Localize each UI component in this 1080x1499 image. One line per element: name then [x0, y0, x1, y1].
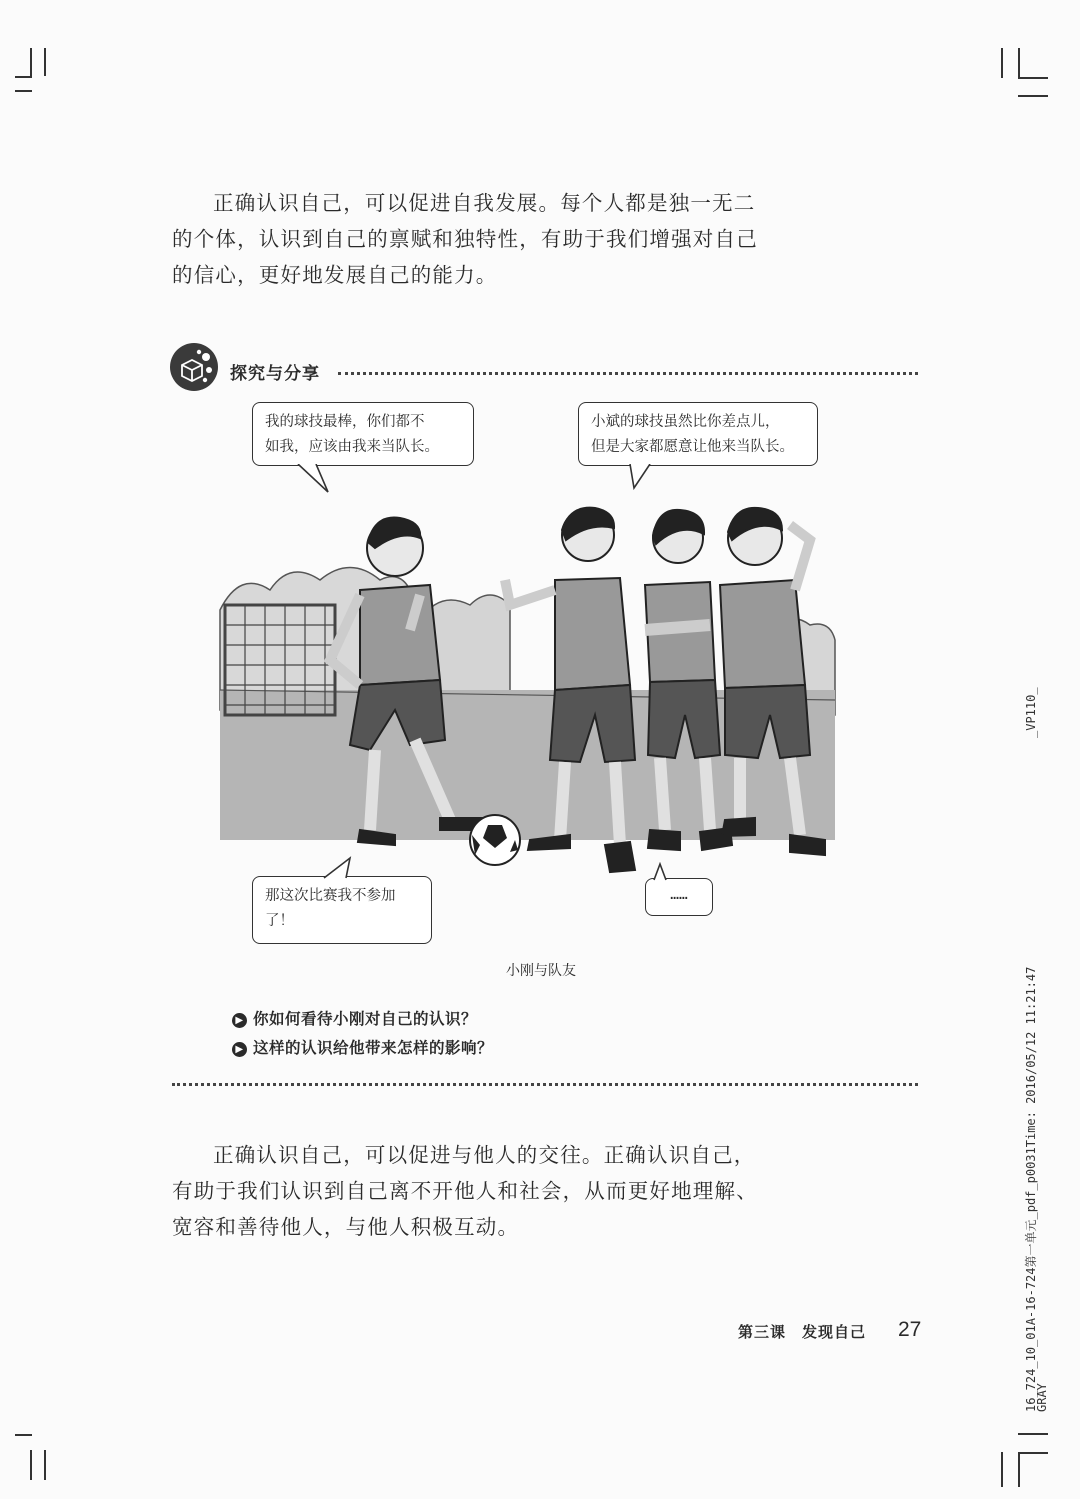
bubble-line: 但是大家都愿意让他来当队长。	[591, 439, 794, 455]
section-header	[170, 343, 920, 399]
bubble-line: 了！	[265, 913, 294, 929]
crop-mark-top-right	[1018, 48, 1020, 78]
question-1: ▶ 你如何看待小刚对自己的认识？	[232, 1007, 477, 1029]
speech-bubble-reply	[252, 876, 432, 944]
crop-mark-bottom-right	[1001, 1452, 1003, 1487]
crop-mark-bottom-left	[30, 1450, 32, 1480]
arrow-right-icon: ▶	[232, 1013, 247, 1028]
lesson-title: 第三课 发现自己	[738, 1323, 867, 1341]
paragraph-self-development: 正确认识自己，可以促进自我发展。每个人都是独一无二的个体，认识到自己的禀赋和独特性，有助于我们增强对自己的信心，更好地发展自己的能力。	[172, 191, 758, 287]
arrow-right-icon: ▶	[232, 1042, 247, 1057]
section-title: 探究与分享	[230, 364, 320, 384]
speech-bubble-xiaogang	[252, 402, 474, 466]
crop-mark-top-left	[15, 90, 32, 92]
question-2: ▶ 这样的认识给他带来怎样的影响？	[232, 1036, 493, 1058]
crop-mark-bottom-right	[1018, 1452, 1048, 1454]
crop-mark-bottom-right	[1018, 1433, 1048, 1435]
print-code-gray: GRAY	[1035, 1383, 1049, 1412]
crop-mark-top-right	[1018, 95, 1048, 97]
bubble-line: 小斌的球技虽然比你差点儿，	[591, 414, 780, 430]
bubble-tail	[650, 862, 670, 882]
print-code-main: 16_724_10_01A-16-724第一单元_pdf_p0031Time: 2016/05/12 11:21:47	[1024, 966, 1038, 1412]
bubble-line: 如我，应该由我来当队长。	[265, 439, 439, 455]
bubble-tail	[628, 464, 658, 490]
paragraph-social-interaction: 正确认识自己，可以促进与他人的交往。正确认识自己，有助于我们认识到自己离不开他人和社会，从而更好地理解、宽容和善待他人，与他人积极互动。	[172, 1143, 758, 1239]
speech-bubble-teammate	[578, 402, 818, 466]
crop-mark-bottom-left	[44, 1450, 46, 1480]
crop-mark-bottom-right	[1018, 1452, 1020, 1487]
crop-mark-top-right	[1018, 77, 1048, 79]
crop-mark-top-left	[15, 76, 32, 78]
bubble-line: 我的球技最棒，你们都不	[265, 414, 425, 430]
crop-mark-top-left	[30, 48, 32, 76]
speech-bubble-silence	[645, 878, 713, 916]
soccer-team-illustration	[210, 500, 840, 890]
bubble-ellipsis: ……	[670, 887, 688, 903]
section-end-divider	[172, 1083, 918, 1086]
bubble-tail	[296, 464, 336, 494]
section-divider	[338, 372, 918, 375]
page-number: 27	[898, 1318, 922, 1341]
illustration-caption: 小刚与队友	[506, 963, 576, 979]
bubble-line: 那这次比赛我不参加	[265, 888, 396, 904]
cube-icon	[170, 343, 218, 391]
crop-mark-top-left	[44, 48, 46, 76]
crop-mark-bottom-left	[15, 1434, 32, 1436]
bubble-tail	[320, 856, 360, 880]
soccer-ball	[470, 815, 520, 865]
crop-mark-top-right	[1001, 48, 1003, 78]
print-code-top: _VP110_	[1024, 687, 1038, 738]
